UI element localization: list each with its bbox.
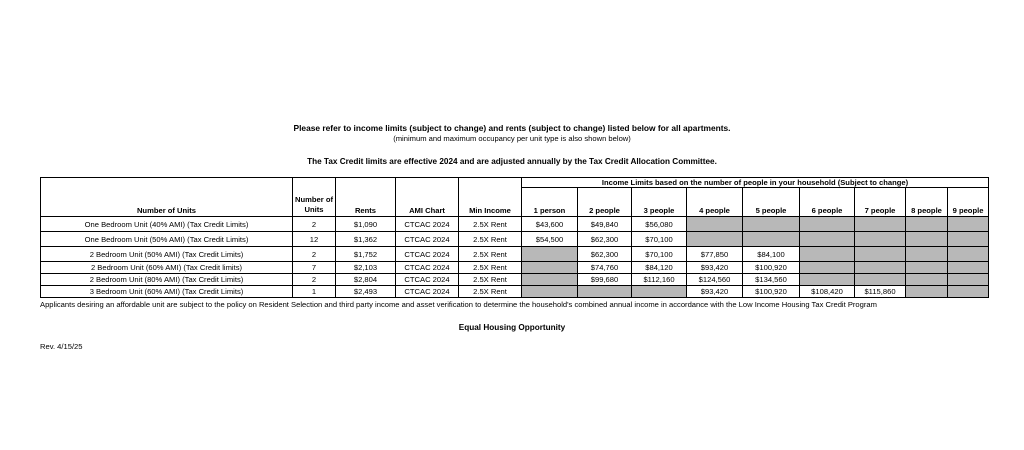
cell-p3: $84,120 [632,262,687,274]
cell-p7: $115,860 [855,286,906,298]
cell-rent: $2,493 [336,286,396,298]
cell-ami: CTCAC 2024 [396,247,459,262]
cell-count: 2 [293,247,336,262]
income-limits-table [40,177,989,298]
cell-min-income: 2.5X Rent [459,286,522,298]
cell-p6 [800,217,855,232]
cell-min-income: 2.5X Rent [459,274,522,286]
cell-p3: $70,100 [632,232,687,247]
cell-p3: $70,100 [632,247,687,262]
cell-p9 [948,274,989,286]
cell-ami: CTCAC 2024 [396,274,459,286]
cell-rent: $1,090 [336,217,396,232]
cell-p2: $62,300 [578,247,632,262]
cell-p1: $43,600 [522,217,578,232]
cell-p7 [855,217,906,232]
cell-p9 [948,217,989,232]
header-4-people: 4 people [687,188,743,217]
header-income-group: Income Limits based on the number of people in your household (Subject to change) [522,178,989,188]
header-rents: Rents [336,178,396,217]
cell-ami: CTCAC 2024 [396,217,459,232]
cell-rent: $1,362 [336,232,396,247]
cell-p1 [522,247,578,262]
cell-p7 [855,262,906,274]
header-3-people: 3 people [632,188,687,217]
cell-rent: $2,103 [336,262,396,274]
cell-rent: $1,752 [336,247,396,262]
cell-p1 [522,262,578,274]
cell-p6 [800,232,855,247]
cell-p9 [948,247,989,262]
table-row [41,217,989,232]
cell-p4 [687,217,743,232]
cell-min-income: 2.5X Rent [459,232,522,247]
cell-p8 [906,232,948,247]
revision-date: Rev. 4/15/25 [40,342,83,351]
cell-unit: 2 Bedroom Unit (60% AMI) (Tax Credit limits) [41,262,293,274]
cell-p8 [906,274,948,286]
cell-ami: CTCAC 2024 [396,262,459,274]
cell-p8 [906,217,948,232]
intro-line-2: (minimum and maximum occupancy per unit type is also shown below) [393,134,631,143]
cell-p8 [906,286,948,298]
cell-ami: CTCAC 2024 [396,286,459,298]
cell-p2: $74,760 [578,262,632,274]
cell-p4: $124,560 [687,274,743,286]
table-row [41,274,989,286]
header-5-people: 5 people [743,188,800,217]
cell-p8 [906,262,948,274]
cell-p4: $93,420 [687,262,743,274]
cell-p6 [800,262,855,274]
cell-p2 [578,286,632,298]
cell-p5: $100,920 [743,286,800,298]
cell-rent: $2,804 [336,274,396,286]
cell-p4 [687,232,743,247]
cell-p9 [948,232,989,247]
cell-unit: One Bedroom Unit (40% AMI) (Tax Credit Limits) [41,217,293,232]
cell-unit: 3 Bedroom Unit (60% AMI) (Tax Credit Limits) [41,286,293,298]
cell-p6 [800,247,855,262]
cell-p5: $84,100 [743,247,800,262]
cell-count: 2 [293,217,336,232]
cell-p1 [522,274,578,286]
cell-p1 [522,286,578,298]
cell-unit: One Bedroom Unit (50% AMI) (Tax Credit Limits) [41,232,293,247]
cell-p9 [948,286,989,298]
cell-p5 [743,232,800,247]
cell-p8 [906,247,948,262]
cell-count: 2 [293,274,336,286]
cell-unit: 2 Bedroom Unit (50% AMI) (Tax Credit Limits) [41,247,293,262]
cell-p4: $93,420 [687,286,743,298]
cell-min-income: 2.5X Rent [459,247,522,262]
cell-p2: $99,680 [578,274,632,286]
cell-p7 [855,274,906,286]
cell-p3: $112,160 [632,274,687,286]
cell-p4: $77,850 [687,247,743,262]
intro-line-3: The Tax Credit limits are effective 2024 and are adjusted annually by the Tax Credit Allocation Committee. [307,157,717,166]
header-1-person: 1 person [522,188,578,217]
header-8-people: 8 people [906,188,948,217]
intro-line-1: Please refer to income limits (subject to change) and rents (subject to change) listed below for all apartments. [293,123,731,133]
cell-p2: $49,840 [578,217,632,232]
header-7-people: 7 people [855,188,906,217]
equal-housing-opportunity: Equal Housing Opportunity [458,323,566,332]
header-units: Number of Units [41,178,293,217]
header-ami-chart: AMI Chart [396,178,459,217]
cell-p7 [855,232,906,247]
cell-count: 1 [293,286,336,298]
cell-p7 [855,247,906,262]
table-row [41,247,989,262]
cell-p5: $100,920 [743,262,800,274]
table-row [41,286,989,298]
cell-min-income: 2.5X Rent [459,262,522,274]
cell-p6 [800,274,855,286]
table-row [41,232,989,247]
cell-p1: $54,500 [522,232,578,247]
cell-ami: CTCAC 2024 [396,232,459,247]
cell-unit: 2 Bedroom Unit (80% AMI) (Tax Credit Limits) [41,274,293,286]
cell-p6: $108,420 [800,286,855,298]
cell-p9 [948,262,989,274]
cell-p3 [632,286,687,298]
cell-min-income: 2.5X Rent [459,217,522,232]
cell-count: 7 [293,262,336,274]
cell-p5: $134,560 [743,274,800,286]
cell-p2: $62,300 [578,232,632,247]
table-row [41,262,989,274]
cell-p3: $56,080 [632,217,687,232]
eligibility-note: Applicants desiring an affordable unit are subject to the policy on Resident Selection and third party income and asset verification to determine the household's combined annual income in accordance with the Low Income Housing Tax Credit Program [40,300,877,309]
header-number-of-units: Number of Units [293,178,336,217]
header-min-income: Min Income [459,178,522,217]
header-6-people: 6 people [800,188,855,217]
cell-p5 [743,217,800,232]
header-2-people: 2 people [578,188,632,217]
cell-count: 12 [293,232,336,247]
header-9-people: 9 people [948,188,989,217]
